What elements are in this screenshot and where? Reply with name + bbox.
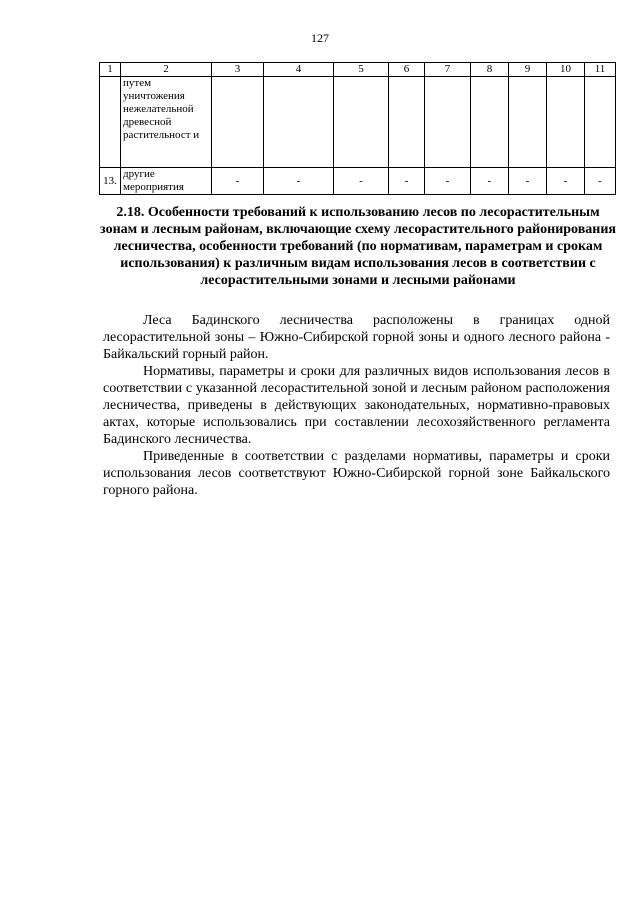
table-cell <box>334 77 389 168</box>
paragraph: Леса Бадинского лесничества расположены в границах одной лесорастительной зоны – Южно-Сибирской горной зоны и одного лесного района - Байкальский горный район. <box>103 313 610 362</box>
table-cell: - <box>212 168 264 195</box>
table-cell: - <box>585 168 616 195</box>
table-cell <box>264 77 334 168</box>
column-header: 4 <box>264 63 334 77</box>
table-cell: - <box>425 168 471 195</box>
table-cell <box>471 77 509 168</box>
table-cell <box>509 77 547 168</box>
data-table <box>99 62 616 195</box>
table-cell: - <box>547 168 585 195</box>
paragraph: Приведенные в соответствии с разделами нормативы, параметры и сроки использования лесов соответствуют Южно-Сибирской горной зоне Байкальского горного района. <box>103 449 610 498</box>
column-header: 9 <box>509 63 547 77</box>
paragraph: Нормативы, параметры и сроки для различных видов использования лесов в соответствии с указанной лесорастительной зоной и лесным районом расположения лесничества, приведены в действующих законодательных, нормативно-правовых актах, которые использовались при составлении лесохозяйственного регламента Бадинского лесничества. <box>103 364 610 447</box>
table-cell <box>585 77 616 168</box>
column-header: 5 <box>334 63 389 77</box>
table-row <box>100 77 616 168</box>
column-header: 11 <box>585 63 616 77</box>
table-cell <box>425 77 471 168</box>
table-cell: - <box>334 168 389 195</box>
table-cell <box>389 77 425 168</box>
table-cell: - <box>471 168 509 195</box>
row-number <box>100 77 121 168</box>
row-number: 13. <box>100 168 121 195</box>
section-title: 2.18. Особенности требований к использованию лесов по лесорастительным зонам и лесным районам, включающие схему лесорастительного районирования лесничества, особенности требований (по нормативам, параметрам и срокам использования) к различным видам использования лесов в соответствии с лесорастительными зонами и лесными районами <box>100 205 616 288</box>
page-number: 127 <box>311 31 329 45</box>
column-header: 2 <box>121 63 212 77</box>
table-cell: - <box>509 168 547 195</box>
column-header: 3 <box>212 63 264 77</box>
body-text <box>103 312 610 499</box>
table-cell <box>547 77 585 168</box>
table-header-row <box>100 63 616 77</box>
table-cell <box>212 77 264 168</box>
table-cell: - <box>264 168 334 195</box>
column-header: 7 <box>425 63 471 77</box>
column-header: 8 <box>471 63 509 77</box>
row-label: другие мероприятия <box>121 168 212 195</box>
table-cell: - <box>389 168 425 195</box>
column-header: 6 <box>389 63 425 77</box>
column-header: 1 <box>100 63 121 77</box>
column-header: 10 <box>547 63 585 77</box>
table-row <box>100 168 616 195</box>
row-label: путем уничтожения нежелательной древесной растительност и <box>121 77 212 168</box>
